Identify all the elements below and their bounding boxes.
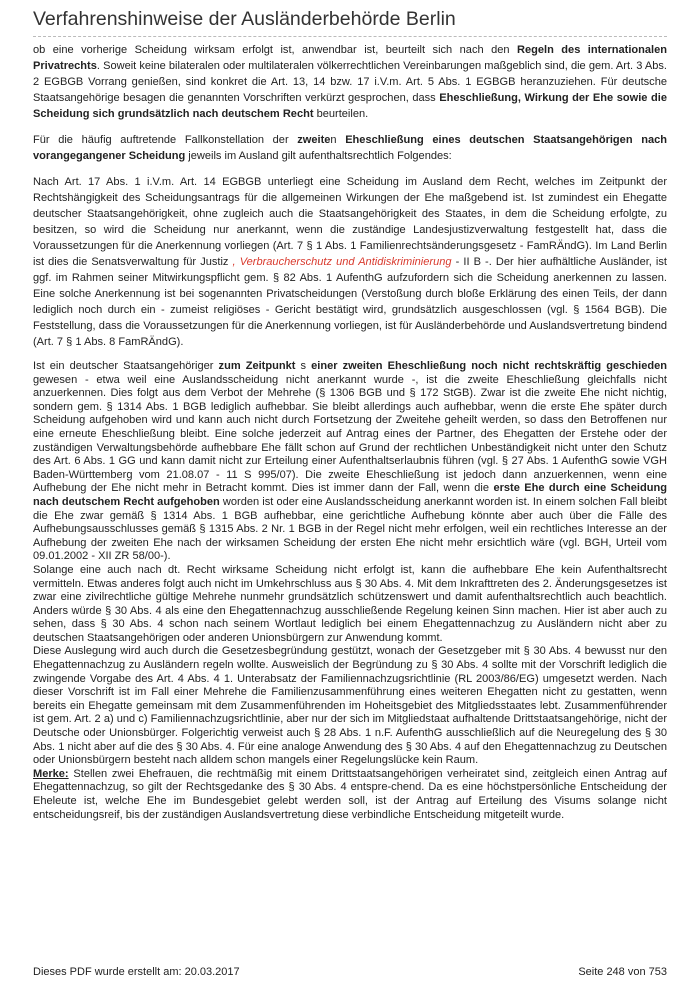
paragraph-note: Merke: Stellen zwei Ehefrauen, die rechtmäßig mit einem Drittstaatsangehörigen verheiratet sind, zeitgleich einen Antrag auf Ehegattennachzug, so gilt der Rechtsgedanke des § 30 Abs. 4 entspre-chend. Da es eine höchstpersönliche Entscheidung der Eheleute ist, welche Ehe im Bundesgebiet gelebt werden soll, ist der Antrag auf Erteilung des Visums solange nicht entscheidungsreif, bis der zuständigen Auslandsvertretung diese verbindliche Entscheidung mitgeteilt wurde. <box>33 767 667 821</box>
note-label: Merke: <box>33 767 69 780</box>
paragraph-second-marriage-intro: Für die häufig auftretende Fallkonstellation der zweiten Eheschließung eines deutschen Staatsangehörigen nach vorangegangener Scheidung jeweils im Ausland gilt aufenthaltsrechtlich Folgendes: <box>33 134 667 162</box>
paragraph-legislative-reasoning: Diese Auslegung wird auch durch die Gesetzesbegründung gestützt, wonach der Gesetzgeber mit § 30 Abs. 4 bewusst nur den Ehegattennachzug zu Ausländern regeln wollte. Ausweislich der Begründung zu § 30 Abs. 4 sollte mit der Vorschrift lediglich die zwingende Vorgabe des Art. 4 Abs. 4 1. Unterabsatz der Familiennachzugsrichtlinie (RL 2003/86/EG) umgesetzt werden. Nach dieser Vorschrift ist im Fall einer Mehrehe die Familienzusammenführung eines weiteren Ehegatten nicht zu gestatten, wenn bereits ein Ehegatte gemeinsam mit dem Zusammenführenden im Hoheitsgebiet des Mitgliedsstaates lebt. Zusammenführender ist gem. Art. 2 a) und c) Familiennachzugsrichtlinie, aber nur der sich im Mitgliedstaat aufhaltende Drittstaatsangehörige, nicht der Deutsche oder Unionsbürger. Folgerichtig verweist auch § 28 Abs. 1 n.F. AufenthG ausschließlich auf die Neuregelung des § 30 Abs. 1 nicht aber auf die des § 30 Abs. 4. Für eine analoge Anwendung des § 30 Abs. 4 auf den Ehegattennachzug zu Deutschen oder Unionsbürgern besteht nach alldem schon mangels einer Regelungslücke kein Raum. <box>33 645 667 767</box>
footer-created-date: Dieses PDF wurde erstellt am: 20.03.2017 <box>33 966 240 978</box>
paragraph-private-international-law: ob eine vorherige Scheidung wirksam erfolgt ist, anwendbar ist, beurteilt sich nach den Regeln des internationalen Privatrechts. Soweit keine bilateralen oder multilateralen völkerrechtlichen Vereinbarungen maßgeblich sind, die gem. Art. 3 Abs. 2 EGBGB Vorrang genießen, sind konkret die Art. 13, 14 bzw. 17 i.V.m. Art. 5 Abs. 1 EGBGB heranzuziehen. Für deutsche Staatsangehörige besagen die genannten Vorschriften verkürzt gesprochen, dass Eheschließung, Wirkung der Ehe sowie die Scheidung sich grundsätzlich nach deutschem Recht beurteilen. <box>33 44 667 120</box>
document-body <box>33 42 667 822</box>
paragraph-not-divorced: Ist ein deutscher Staatsangehöriger zum Zeitpunkt s einer zweiten Eheschließung noch nicht rechtskräftig geschieden gewesen - etwa weil eine Auslandsscheidung nicht anerkannt wurde -, ist die zweite Eheschließung gleichfalls nicht anzuerkennen. Dies folgt aus dem Verbot der Mehrehe (§ 1306 BGB und § 172 StGB). Zwar ist die zweite Ehe nicht nichtig, sondern gem. § 1314 Abs. 1 BGB lediglich aufhebbar. Sie bleibt allerdings auch aufhebbar, wenn die erste Ehe später durch Scheidung aufgehoben wird und kann auch nicht durch Fortsetzung der Zweitehe geheilt werden, so dass den Betroffenen nur eine erneute Eheschließung bleibt. Eine solche jederzeit auf Antrag eines der Partner, des Ehegatten der Erstehe oder der zuständigen Verwaltungsbehörde aufhebbare Ehe fällt schon auf Grund der rechtlichen Unbeständigkeit nicht unter den Schutz des Art. 6 Abs. 1 GG und kann damit nicht zur Erteilung einer Aufenthaltserlaubnis führen (vgl. § 27 Abs. 1 AufenthG sowie VGH Baden-Württemberg vom 21.08.07 - 11 S 995/07). Die zweite Eheschließung ist jedoch dann anzuerkennen, wenn eine Aufhebung der Ehe nicht mehr in Betracht kommt. Dies ist immer dann der Fall, wenn die erste Ehe durch eine Scheidung nach deutschem Recht aufgehoben worden ist oder eine Auslandsscheidung anerkannt worden ist. In einem solchen Fall bleibt die Ehe zwar gemäß § 1314 Abs. 1 BGB aufhebbar, eine gerichtliche Aufhebung könnte aber auch über die Fälle des Aufhebungsausschlusses gemäß § 1315 Abs. 2 Nr. 1 BGB in der Regel nicht mehr erfolgen, weil ein rechtliches Interesse an der Aufhebung der zweiten Ehe nach der wirksamen Scheidung der ersten Ehe nicht mehr ersichtlich wäre (vgl. BGH, Urteil vom 09.01.2002 - XII ZR 58/00-). <box>33 360 667 563</box>
inserted-text-highlight: , Verbraucherschutz und Antidiskriminierung <box>232 256 452 268</box>
paragraph-section-30-4: Solange eine auch nach dt. Recht wirksame Scheidung nicht erfolgt ist, kann die aufhebbare Ehe kein Aufenthaltsrecht vermitteln. Etwas anderes folgt auch nicht im Umkehrschluss aus § 30 Abs. 4. Mit dem Inkrafttreten des 2. Änderungsgesetzes ist zwar eine zivilrechtliche gültige Mehrehe nunmehr grundsätzlich schützenswert und damit aufenthaltsrechtlich auch beachtlich. Anders würde § 30 Abs. 4 als eine den Ehegattennachzug ausschließende Regelung keinen Sinn machen. Hier ist aber auch zu sehen, dass § 30 Abs. 4 schon nach seinem Wortlaut lediglich bei einem Ehegattennachzug zu Ausländern nicht aber zu deutschen Staatsangehörigen oder anderen Unionsbürgern zur Anwendung kommt. <box>33 563 667 644</box>
paragraph-divorce-recognition: Nach Art. 17 Abs. 1 i.V.m. Art. 14 EGBGB unterliegt eine Scheidung im Ausland dem Recht, welches im Zeitpunkt der Rechtshängigkeit des Scheidungsantrags für die allgemeinen Wirkungen der Ehe maßgebend ist. Ist zumindest ein Ehegatte deutscher Staatsangehörigkeit, ohne zugleich auch die Staatsangehörigkeit des Staates, in dem die Scheidung erfolgte, zu besitzen, so wird die Scheidung nur anerkannt, wenn die zuständige Landesjustizverwaltung festgestellt hat, dass die Voraussetzungen für die Anerkennung vorliegen (Art. 7 § 1 Abs. 1 Familienrechtsänderungsgesetz - FamRÄndG). Im Land Berlin ist dies die Senatsverwaltung für Justiz , Verbraucherschutz und Antidiskriminierung - II B -. Der hier aufhältliche Ausländer, ist ggf. im Rahmen seiner Mitwirkungspflicht gem. § 82 Abs. 1 AufenthG aufzufordern sich die Scheidung anerkennen zu lassen. Eine solche Anerkennung ist bei sogenannten Privatscheidungen (Verstoßung durch bloße Erklärung des einen Teils, der dann lediglich noch durch ein - zumeist religiöses - Gericht bestätigt wird, grundsätzlich ausgeschlossen (vgl. § 1564 BGB). Die Feststellung, dass die Voraussetzungen für die Anerkennung vorliegen, ist für Ausländerbehörde und Auslandsvertretung bindend (Art. 7 § 1 Abs. 8 FamRÄndG). <box>33 176 667 348</box>
footer-page-number: Seite 248 von 753 <box>578 966 667 978</box>
page-title: Verfahrenshinweise der Ausländerbehörde Berlin <box>33 8 667 37</box>
